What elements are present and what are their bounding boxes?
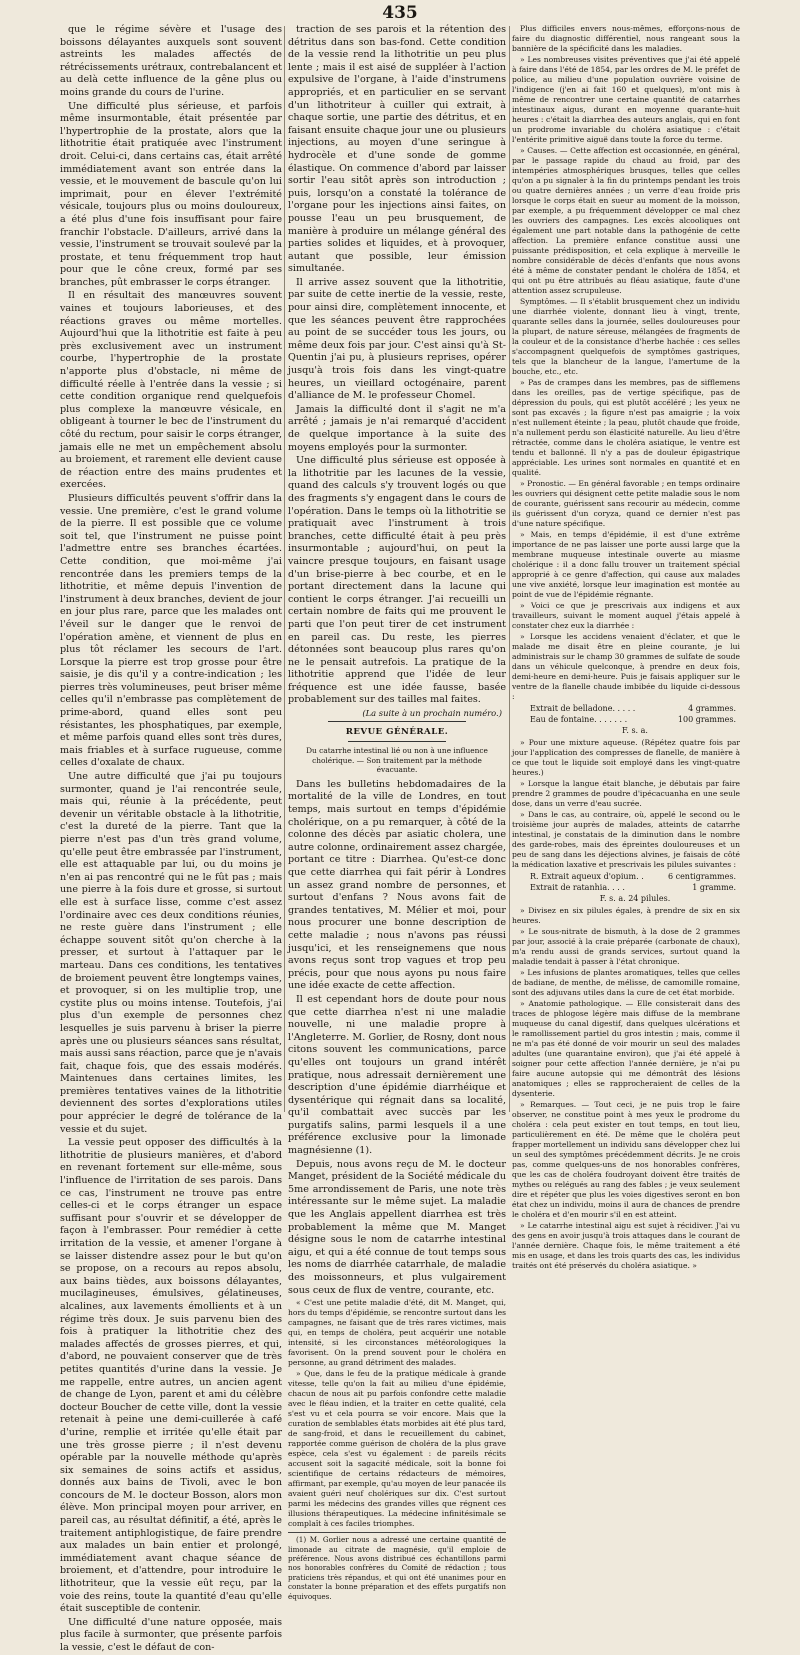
paragraph: » Lorsque la langue était blanche, je débutais par faire prendre 2 grammes de poudre d'ipécacuanha en une seule dose, dans un verre d'eau sucrée. <box>512 779 740 808</box>
section-title: REVUE GÉNÉRALE. <box>345 727 449 738</box>
column-2 <box>288 24 506 1601</box>
prescription-line: Extrait de ratanhia. . . . 1 gramme. <box>530 883 736 892</box>
page-number: 435 <box>382 3 418 23</box>
column-3 <box>512 24 740 1270</box>
paragraph: » Pour une mixture aqueuse. (Répétez quatre fois par jour l'application des compresses de flanelle, de manière à ce que tout le liquide soit employé dans les vingt-quatre heures.) <box>512 738 740 777</box>
paragraph: » Le catarrhe intestinal aigu est sujet à récidiver. J'ai vu des gens en avoir jusqu'à trois attaques dans le courant de l'année dernière. Chaque fois, le même traitement a été mis en usage, et dans les trois quarts des cas, les individus traités ont été préservés du choléra asiatique. » <box>512 1221 740 1270</box>
paragraph: » Remarques. — Tout ceci, je ne puis trop le faire observer, ne constitue point à mes yeux le prodrome du choléra : cela peut exister en tout temps, en tout lieu, particulièrement en été. De même que le choléra peut frapper mortellement un individu sans développer chez lui un seul des symptômes précédemment décrits. Je ne crois pas, comme quelques-uns de nos honorables confrères, que les cas de choléra foudroyant doivent être traités de mythes ou relégués au rang des fables ; je veux seulement dire et répéter que plus les voies digestives seront en bon état chez un individu, moins il aura de chances de prendre le choléra et d'en mourir s'il en est atteint. <box>512 1100 740 1219</box>
paragraph: » Mais, en temps d'épidémie, il est d'une extrême importance de ne pas laisser une porte aussi large que la membrane muqueuse intestinale ouverte au miasme cholérique : il a donc fallu trouver un traitement spécial approprié à ce genre d'affection, qui cause aux malades une vive anxiété, lorsque leur imagination est montée au point de vue de l'épidémie régnante. <box>512 530 740 599</box>
paragraph: » Le sous-nitrate de bismuth, à la dose de 2 grammes par jour, associé à la craie préparée (carbonate de chaux), m'a rendu aussi de grands services, surtout quand la maladie tendait à passer à l'état chronique. <box>512 927 740 966</box>
column-rule <box>509 26 510 1112</box>
paragraph: Il arrive assez souvent que la lithotritie, par suite de cette inertie de la vessie, reste, pour ainsi dire, complètement innocente, et que les séances peuvent être rapprochées au point de se succéder tous les jours, ou même deux fois par jour. C'est ainsi qu'à St-Quentin j'ai pu, à plusieurs reprises, opérer jusqu'à trois fois dans les vingt-quatre heures, un vieillard octogénaire, parent d'alliance de M. le professeur Chomel. <box>288 276 506 402</box>
paragraph: que le régime sévère et l'usage des boissons délayantes auxquels sont souvent astreints les malades affectés de rétrécissements urétraux, contrebalancent et au delà cette influence de la gêne plus ou moins grande du cours de l'urine. <box>60 24 282 98</box>
paragraph: Symptômes. — Il s'établit brusquement chez un individu une diarrhée violente, donnant lieu à vingt, trente, quarante selles dans la journée, selles douloureuses pour la plupart, de nature séreuse, mélangées de fragments de la couleur et de la consistance d'herbe hachée : ces selles s'accompagnent quelquefois de symptômes gastriques, tels que la blancheur de la langue, l'amertume de la bouche, etc., etc. <box>512 297 740 376</box>
paragraph: » Pronostic. — En général favorable ; en temps ordinaire les ouvriers qui désignent cette petite maladie sous le nom de courante, guérissent sans recourir au médecin, comme ils guérissent d'un coryza, quand ce dernier n'est pas d'une nature spécifique. <box>512 479 740 528</box>
paragraph: Une difficulté d'une nature opposée, mais plus facile à surmonter, que présente parfois la vessie, c'est le défaut de con- <box>60 1616 282 1653</box>
paragraph: traction de ses parois et la rétention des détritus dans son bas-fond. Cette condition de la vessie rend la lithotritie un peu plus lente ; mais il est aisé de suppléer à l'action expulsive de l'organe, à l'aide d'instrumens appropriés, et en particulier en se servant d'un lithotriteur à cuiller qui extrait, à chaque sortie, une partie des détritus, et en faisant ensuite chaque jour une ou plusieurs injections, au moyen d'une seringue à hydrocèle et d'une sonde de gomme élastique. On commence d'abord par laisser sortir l'eau sitôt après son introduction ; puis, lorsqu'on a constaté la tolérance de l'organe pour les injections ainsi faites, on pousse l'eau un peu brusquement, de manière à produire un mélange général des parties solides et liquides, et à provoquer, autant que possible, leur émission simultanée. <box>288 24 506 275</box>
paragraph: » Anatomie pathologique. — Elle consisterait dans des traces de phlogose légère mais diffuse de la membrane muqueuse du canal digestif, dans quelques ulcérations et le ramollissement partiel du gros intestin ; mais, comme il ne m'a pas été donné de voir mourir un seul des malades adultes (une quarantaine environ), que j'ai été appelé à soigner pour cette affection l'année dernière, je n'ai pu faire aucune autopsie qui me démontrât des lésions anatomiques ; elles se rapprocheraient de celles de la dysenterie. <box>512 999 740 1098</box>
paragraph: » Causes. — Cette affection est occasionnée, en général, par le passage rapide du chaud au froid, par des intempéries atmosphériques brusques, telles que celles qu'on a pu signaler à la fin du printemps pendant les trois ou quatre dernières années ; un verre d'eau froide pris lorsque le corps était en sueur au moment de la moisson, par exemple, a pu fréquemment développer ce mal chez les ouvriers des campagnes. Les excès alcooliques ont également une part notable dans la pathogénie de cette affection. La première enfance constitue aussi une puissante prédisposition, et cela explique à merveille le nombre considérable de décès d'enfants que nous avons été à même de constater pendant le choléra de 1854, et qui ont pu être attribués au fléau asiatique, faute d'une attention assez scrupuleuse. <box>512 146 740 295</box>
quote-paragraph: « C'est une petite maladie d'été, dit M. Manget, qui, hors du temps d'épidémie, se rencontre surtout dans les campagnes, ne faisant que de très rares victimes, mais qui, en temps de choléra, peut acquérir une notable intensité, si les circonstances météorologiques la favorisent. On la prend souvent pour le choléra en personne, au grand détriment des malades. <box>288 1298 506 1368</box>
prescription-line: F. s. a. 24 pilules. <box>599 894 671 903</box>
footnote-text: (1) M. Gorlier nous a adressé une certaine quantité de limonade au citrate de magnésie, qu'il emploie de préférence. Nous avons distribué ces échantillons parmi nos honorables confrères du Comité de rédaction ; tous praticiens très répandus, et qui ont été unanimes pour en constater la bonne préparation et des effets purgatifs non équivoques. <box>288 1535 506 1601</box>
paragraph: Depuis, nous avons reçu de M. le docteur Manget, président de la Société médicale du 5me arrondissement de Paris, une note très intéressante sur le même sujet. La maladie que les Anglais appellent diarrhea est très probablement la même que M. Manget désigne sous le nom de catarrhe intestinal aigu, et qui a été connue de tout temps sous les noms de diarrhée catarrhale, de maladie des moissonneurs, et plus vulgairement sous ceux de flux de ventre, courante, etc. <box>288 1158 506 1296</box>
paragraph: Une difficulté plus sérieuse, et parfois même insurmontable, était présentée par l'hypertrophie de la prostate, alors que la lithotritie était pratiquée avec l'instrument droit. Celui-ci, dans certains cas, était arrêté immédiatement avant son entrée dans la vessie, et le mouvement de bascule qu'on lui imprimait, pour en élever l'extrémité vésicale, toujours plus ou moins douloureux, a été plus d'une fois insuffisant pour faire franchir l'obstacle. D'ailleurs, arrivé dans la vessie, l'instrument se trouvait soulevé par la prostate, et tenu fréquemment trop haut pour que le cône creux, formé par ses branches, pût embrasser le corps étranger. <box>60 100 282 288</box>
prescription-line: Eau de fontaine. . . . . . . 100 grammes. <box>530 715 736 724</box>
paragraph: Jamais la difficulté dont il s'agit ne m'a arrêté ; jamais je n'ai remarqué d'accident de quelque importance à la suite des moyens employés pour la surmonter. <box>288 403 506 453</box>
paragraph: » Divisez en six pilules égales, à prendre de six en six heures. <box>512 906 740 925</box>
paragraph: Dans les bulletins hebdomadaires de la mortalité de la ville de Londres, en tout temps, mais surtout en temps d'épidémie cholérique, on a pu remarquer, à côté de la colonne des décès par asiatic cholera, une autre colonne, ordinairement assez chargée, portant ce titre : Diarrhea. Qu'est-ce donc que cette diarrhea qui fait périr à Londres un assez grand nombre de personnes, et surtout d'enfans ? Nous avons fait de grandes tentatives, M. Mélier et moi, pour nous procurer une bonne description de cette maladie ; nous n'avons pas réussi jusqu'ici, et les renseignemens que nous avons reçus sont trop vagues et trop peu précis, pour que nous ayons pu nous faire une idée exacte de cette affection. <box>288 778 506 992</box>
column-1 <box>60 24 282 1653</box>
paragraph: Il en résultait des manœuvres souvent vaines et toujours laborieuses, et des réactions graves ou même mortelles. Aujourd'hui que la lithotritie est faite à peu près exclusivement avec un instrument courbe, l'hypertrophie de la prostate n'apporte plus d'obstacle, ni même de difficulté réelle à l'entrée dans la vessie ; si cette condition organique rend quelquefois plus complexe la manœuvre vésicale, en obligeant à tourner le bec de l'instrument du côté du rectum, pour saisir le corps étranger, jamais elle ne met un empêchement absolu au broiement, et rarement elle devient cause de réaction entre des mains prudentes et exercées. <box>60 290 282 491</box>
paragraph: La vessie peut opposer des difficultés à la lithotritie de plusieurs manières, et d'abord en revenant fortement sur elle-même, sous l'influence de l'irritation de ses parois. Dans ce cas, l'instrument ne trouve pas entre celles-ci et le corps étranger un espace suffisant pour s'ouvrir et se développer de façon à l'embrasser. Pour remédier à cette irritation de la vessie, et amener l'organe à se laisser distendre assez pour le but qu'on se propose, on a recours au repos absolu, aux bains tièdes, aux boissons délayantes, mucilagineuses, émulsives, gélatineuses, alcalines, aux lavements émollients et à un régime très doux. Je suis parvenu bien des fois à pratiquer la lithotritie chez des malades affectés de grosses pierres, et qui, d'abord, ne pouvaient conserver que de très petites quantités d'urine dans la vessie. Je me rappelle, entre autres, un ancien agent de change de Lyon, parent et ami du célèbre docteur Boucher de cette ville, dont la vessie retenait à peine une demi-cuillerée à café d'urine, remplie et irritée qu'elle était par une très grosse pierre ; il n'est devenu opérable par la nouvelle méthode qu'après six semaines de soins actifs et assidus, donnés aux bains de Tivoli, avec le bon concours de M. le docteur Bosson, alors mon élève. Mon principal moyen pour arriver, en pareil cas, au résultat définitif, a été, après le traitement antiphlogistique, de faire prendre aux malades un bain entier et prolongé, immédiatement avant chaque séance de broiement, et d'attendre, pour introduire le lithotriteur, que la vessie eût reçu, par la voie des reins, toute la quantité d'eau qu'elle était susceptible de contenir. <box>60 1137 282 1615</box>
paragraph: » Les infusions de plantes aromatiques, telles que celles de badiane, de menthe, de mélisse, de camomille romaine, sont des adjuvans utiles dans la cure de cet état morbide. <box>512 968 740 997</box>
paragraph: » Les nombreuses visites préventives que j'ai été appelé à faire dans l'été de 1854, par les ordres de M. le préfet de police, au milieu d'une population ouvrière voisine de l'indigence (j'en ai fait 160 et quelques), m'ont mis à même de rencontrer une certaine quantité de catarrhes intestinaux aigus, durant en moyenne quarante-huit heures : c'était la diarrhea des auteurs anglais, qui en font un prodrome invariable du choléra asiatique : c'était l'entérite primitive aiguë dans toute la force du terme. <box>512 55 740 144</box>
paragraph: » Voici ce que je prescrivais aux indigens et aux travailleurs, suivant le moment auquel j'étais appelé à constater chez eux la diarrhée : <box>512 601 740 630</box>
paragraph: Une autre difficulté que j'ai pu toujours surmonter, quand je l'ai rencontrée seule, mais qui, réunie à la précédente, peut devenir un véritable obstacle à la lithotritie, c'est la dureté de la pierre. Tant que la pierre n'est pas d'un très grand volume, qu'elle peut être embrassée par l'instrument, elle est attaquable par lui, ou du moins je n'en ai pas rencontré qui ne le fût pas ; mais une pierre à la fois dure et grosse, si surtout elle est à surface lisse, comme c'est assez l'ordinaire avec ces deux conditions réunies, ne reste guère dans l'instrument ; elle échappe souvent sitôt qu'on cherche à la presser, et surtout à l'attaquer par le marteau. Dans ces conditions, les tentatives de broiement peuvent être longtemps vaines, et provoquer, si on les multiplie trop, une cystite plus ou moins intense. Toutefois, j'ai plus d'un exemple de personnes chez lesquelles je suis parvenu à briser la pierre après une ou plusieurs séances sans résultat, mais aussi sans réaction, parce que je n'avais fait, chaque fois, que des essais modérés. Maintenues dans certaines limites, les premières tentatives vaines de la lithotritie deviennent des sortes d'explorations utiles pour apprécier le degré de tolérance de la vessie et du sujet. <box>60 771 282 1135</box>
paragraph: Une difficulté plus sérieuse est opposée à la lithotritie par les lacunes de la vessie, quand des calculs s'y trouvent logés ou que des fragments s'y engagent dans le cours de l'opération. Dans le temps où la lithotritie se pratiquait avec l'instrument à trois branches, cette difficulté était à peu près insurmontable ; aujourd'hui, on peut la vaincre presque toujours, en faisant usage d'un brise-pierre à bec courbe, et en le portant directement dans la lacune qui contient le corps étranger. J'ai recueilli un certain nombre de faits qui me prouvent le parti que l'on peut tirer de cet instrument en pareil cas. Du reste, les pierres détonnées sont beaucoup plus rares qu'on ne le pensait autrefois. La pratique de la lithotritie apprend que l'idée de leur fréquence est une idée fausse, basée probablement sur des tailles mal faites. <box>288 455 506 706</box>
prescription-2 <box>530 871 740 904</box>
separator <box>348 741 446 742</box>
separator <box>328 721 466 722</box>
prescription-1 <box>530 703 740 736</box>
paragraph: Plus difficiles envers nous-mêmes, efforçons-nous de faire du diagnostic différentiel, nous rangeant sous la bannière de la spécificité dans les maladies. <box>512 24 740 53</box>
prescription-line: Extrait de belladone. . . . . 4 grammes. <box>530 704 736 713</box>
paragraph: Il est cependant hors de doute pour nous que cette diarrhea n'est ni une maladie nouvelle, ni une maladie propre à l'Angleterre. M. Gorlier, de Rosny, dont nous citons souvent les communications, parce qu'elles ont toujours un grand intérêt pratique, nous adressait dernièrement une description d'une épidémie diarrhéique et dysentérique qui régnait dans sa localité, qu'il combattait avec succès par les purgatifs salins, parmi lesquels il a une préférence exclusive pour la limonade magnésienne (1). <box>288 993 506 1157</box>
paragraph: Plusieurs difficultés peuvent s'offrir dans la vessie. Une première, c'est le grand volume de la pierre. Il est possible que ce volume soit tel, que l'instrument ne puisse point l'admettre entre ses branches écartées. Cette condition, que moi-même j'ai rencontrée dans les premiers temps de la lithotritie, et même depuis l'invention de l'instrument à deux branches, devient de jour en jour plus rare, parce que les malades ont l'éveil sur le danger que le renvoi de l'opération amène, et viennent de plus en plus tôt réclamer les secours de l'art. Lorsque la pierre est trop grosse pour être saisie, je dis qu'il y a contre-indication ; les pierres très volumineuses, peut briser même celles qu'il n'embrasse pas complètement de prime-abord, quand elles sont peu résistantes, les phosphatiques, par exemple, et même parfois quand elles sont très dures, mais friables et à surface rugueuse, comme celles d'oxalate de chaux. <box>60 492 282 769</box>
prescription-line: R. Extrait aqueux d'opium. . 6 centigrammes. <box>530 872 736 881</box>
paragraph: » Dans le cas, au contraire, où, appelé le second ou le troisième jour auprès de malades, atteints de catarrhe intestinal, je constatais de la diminution dans le nombre des garde-robes, mais des épreintes douloureuses et un peu de sang dans les déjections alvines, je faisais de côté la médication laxative et prescrivais les pilules suivantes : <box>512 810 740 869</box>
column-rule <box>284 26 285 1112</box>
section-subtitle: Du catarrhe intestinal lié ou non à une influence cholérique. — Son traitement par la méthode évacuante. <box>306 746 488 775</box>
footnote <box>288 1532 506 1601</box>
paragraph: » Pas de crampes dans les membres, pas de sifflemens dans les oreilles, pas de vertige spécifique, pas de dépression du pouls, qui est plutôt accéléré ; les yeux ne sont pas excavés ; la figure n'est pas amaigrie ; la voix n'est nullement éteinte ; la peau, plutôt chaude que froide, n'a nullement perdu son élasticité naturelle. Au lieu d'être rétractée, comme dans le choléra asiatique, le ventre est tendu et ballonné. Il n'y a pas de douleur épigastrique appréciable. Les urines sont normales en quantité et en qualité. <box>512 378 740 477</box>
paragraph: » Lorsque les accidens venaient d'éclater, et que le malade me disait être en pleine courante, je lui administrais sur le champ 30 grammes de sulfate de soude dans un véhicule quelconque, à prendre en deux fois, demi-heure en demi-heure. Puis je faisais appliquer sur le ventre de la flanelle chaude imbibée du liquide ci-dessous : <box>512 632 740 701</box>
prescription-line: F. s. a. <box>622 726 648 735</box>
continuation-note: (La suite à un prochain numéro.) <box>362 708 502 719</box>
quote-paragraph: » Que, dans le feu de la pratique médicale à grande vitesse, telle qu'on la fait au milieu d'une épidémie, chacun de nous ait pu parfois confondre cette maladie avec le fléau indien, et la traiter en cette qualité, cela s'est vu et cela pourra se voir encore. Mais que la curation de semblables états morbides ait été plus tard, de sang-froid, et dans le recueillement du cabinet, rapportée comme guérison de choléra de la plus grave espèce, cela s'est vu également : de pareils récits accusent soit la sagacité médicale, soit la bonne foi scientifique de certains rédacteurs de mémoires, affirmant, par exemple, qu'au moyen de leur panacée ils avaient guéri neuf cholériques sur dix. C'est surtout parmi les médecins des grandes villes que régnent ces illusions thérapeutiques. La médecine infinitésimale se complaît à ces faciles triomphes. <box>288 1369 506 1529</box>
